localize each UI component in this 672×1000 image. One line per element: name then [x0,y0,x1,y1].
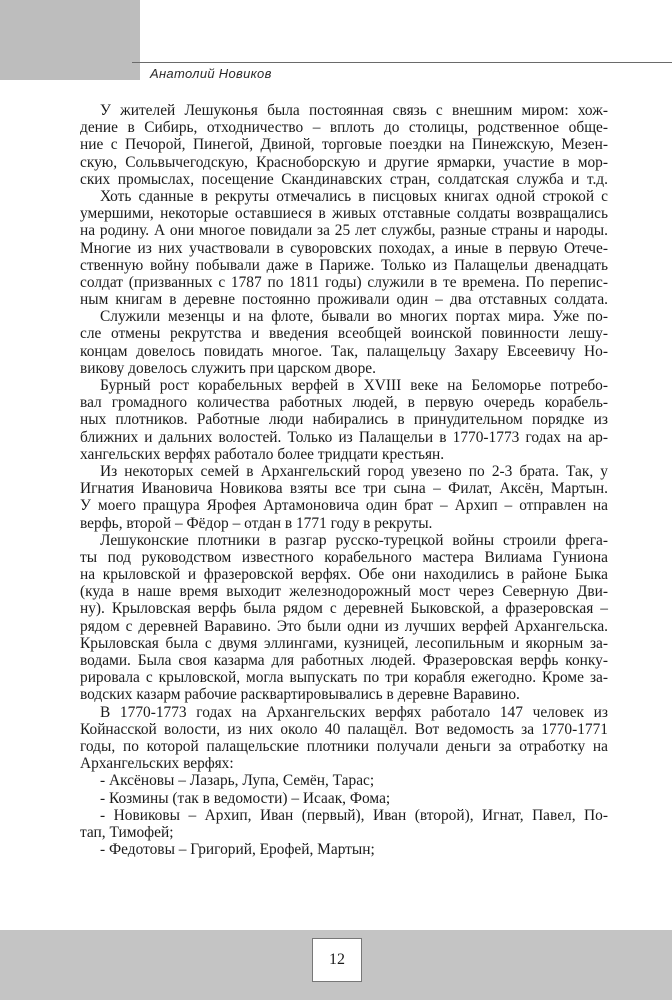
text-line: солдат (призванных с 1787 по 1811 годы) служили в те времена. По перепис- [80,273,608,291]
text-line: У моего пращура Ярофея Артамоновича один брат – Архип – отправлен на [80,497,608,515]
text-line: викову довелось служить при царском дворе. [80,359,376,377]
text-line: - Новиковы – Архип, Иван (первый), Иван (второй), Игнат, Павел, По- [100,806,608,824]
text-line: вал громадного количества работных людей, в первую очередь корабель- [80,394,608,412]
text-line: ну). Крыловская верфь была рядом с деревней Быковской, а фразеровская – [80,600,608,618]
text-line: дение в Сибирь, отходничество – вплоть до столицы, родственное обще- [80,119,608,137]
text-line: водских казарм рабочие расквартировывались в деревне Варавино. [80,686,520,704]
text-line: - Федотовы – Григорий, Ерофей, Мартын; [100,841,375,859]
text-line: ственную войну побывали даже в Париже. Только из Палащельи двенадцать [80,256,608,274]
text-line: В 1770-1773 годах на Архангельских верфях работало 147 человек из [100,703,608,721]
page-number [312,938,362,982]
text-line: Многие из них участвовали в суворовских походах, а иные в первую Отече- [80,239,608,257]
text-line: рировала с крыловской, могла выпускать по три корабля ежегодно. Кроме за- [80,669,608,687]
text-line: Архангельских верфях: [80,755,234,773]
header-horse-ornament [0,0,140,80]
text-line: сле отмены рекрутства и введения всеобщей воинской повинности лешу- [80,325,608,343]
text-line: ние с Печорой, Пинегой, Двиной, торговые поездки на Пинежскую, Мезен- [80,136,608,154]
text-line: ным книгам в деревне постоянно проживали один – два отставных солдата. [80,291,608,309]
text-line: Из некоторых семей в Архангельский город увезено по 2-3 брата. Так, у [100,462,608,480]
page-number-text: 12 [329,951,345,968]
text-line: хангельских верфях работало более тридцати крестьян. [80,445,445,463]
text-line: концам довелось повидать многое. Так, палащельцу Захару Евсеевичу Но- [80,342,608,360]
text-line: (куда в наше время выходит железнодорожный мост через Северную Дви- [80,583,608,601]
text-line: водами. Была своя казарма для работных людей. Фразеровская верфь конку- [80,652,608,669]
body-text [80,102,608,858]
text-line: Служили мезенцы и на флоте, бывали во многих портах мира. Уже по- [100,308,608,326]
text-line: на родину. А они многое повидали за 25 лет службы, разные страны и народы. [80,222,608,240]
text-line: Койнасской волости, из них около 40 палащёл. Вот ведомость за 1770-1771 [80,720,608,738]
text-line: рядом с деревней Варавино. Это были одни из лучших верфей Архангельска. [80,617,608,635]
text-line: - Козмины (так в ведомости) – Исаак, Фома; [100,789,391,807]
text-line: скую, Сольвычегодскую, Красноборскую и другие ярмарки, участие в мор- [80,153,608,171]
text-line: - Аксёновы – Лазарь, Лупа, Семён, Тарас; [100,772,375,790]
text-line: умершими, некоторые оставшиеся в живых отставные солдаты возвращались [80,205,608,223]
text-line: Крыловская была с двумя эллингами, кузницей, лесопильным и якорным за- [80,634,608,652]
header-rule [132,62,672,63]
text-line: верфь, второй – Фёдор – отдан в 1771 году в рекруты. [80,514,433,532]
text-line: ных плотников. Работные люди набирались в принудительном порядке из [80,411,608,429]
text-line: ских промыслах, посещение Скандинавских стран, солдатская служба и т.д. [80,170,608,188]
text-line: ближних и дальних волостей. Только из Палащельи в 1770-1773 годах на ар- [80,428,608,446]
text-line: У жителей Лешуконья была постоянная связь с внешним миром: хож- [100,102,608,119]
text-line: Лешуконские плотники в разгар русско-турецкой войны строили фрега- [100,531,608,549]
text-line: Игнатия Ивановича Новикова взяты все три сына – Филат, Аксён, Мартын. [80,480,608,498]
text-line: ты под руководством известного корабельного мастера Вилиама Гуниона [80,548,608,566]
text-line: годы, по которой палащельские плотники получали деньги за отработку на [80,737,608,755]
text-line: тап, Тимофей; [80,823,174,841]
text-line: Хоть сданные в рекруты отмечались в писцовых книгах одной строкой с [100,187,608,205]
header-author: Анатолий Новиков [150,66,272,81]
text-line: Бурный рост корабельных верфей в XVIII веке на Беломорье потребо- [100,377,608,394]
text-line: на крыловской и фразеровской верфях. Обе они находились в районе Быка [80,566,608,584]
